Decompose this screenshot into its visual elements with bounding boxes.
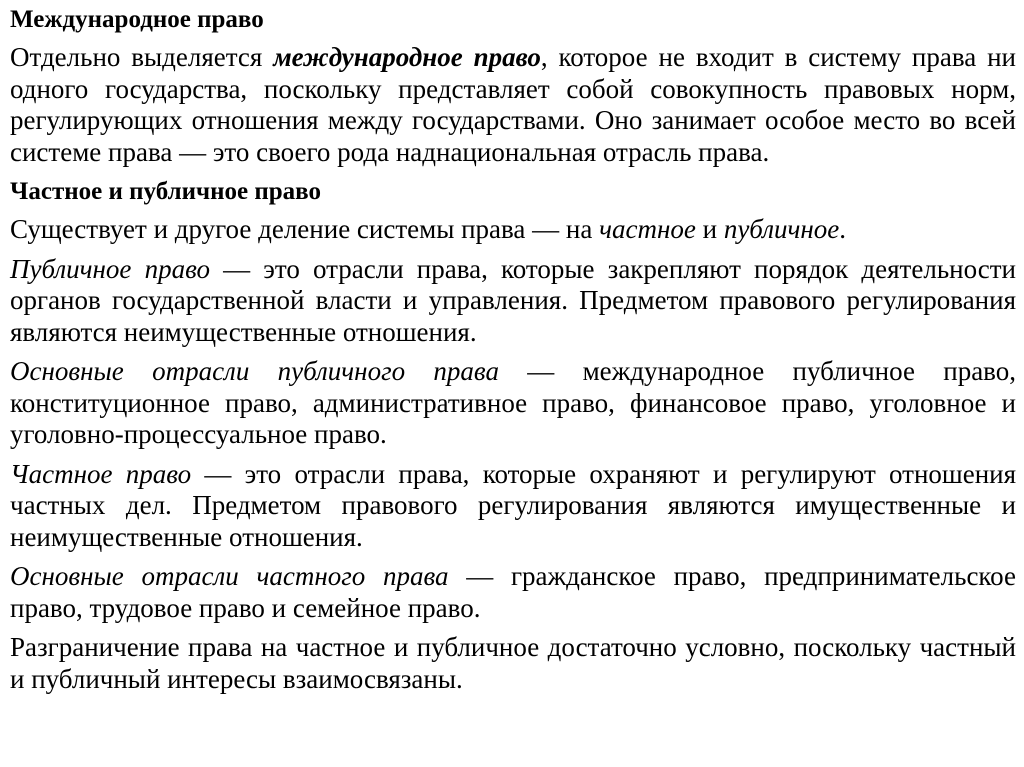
heading-international-law: Международное право [10, 6, 264, 33]
text-fragment: , которое не входит в систему права ни одного государства, поскольку представляет собой совокупность правовых норм, регулирующих отношения между государствами. Оно занимает особое место во всей системе права — это своего рода наднациональная отрасль права. [10, 42, 1017, 167]
emphasis-term: Публичное право [10, 253, 210, 284]
text-fragment: . [839, 214, 846, 244]
text-fragment: и [695, 214, 724, 244]
emphasis-term: публичное [723, 214, 840, 244]
document-page [10, 0, 1016, 695]
emphasis-term: международное право [273, 42, 541, 72]
paragraph-public-law-branches [10, 356, 1016, 451]
text-fragment: — гражданское право, предпринимательское право, трудовое право и семейное право. [10, 561, 1016, 623]
paragraph-private-law-branches [10, 561, 1016, 624]
text-fragment: — это отрасли права, которые охраняют и регулируют отношения частных дел. Предметом правового регулирования являются имущественные и неимущественные отношения. [10, 458, 1017, 552]
paragraph-division [10, 214, 1016, 246]
text-fragment: Разграничение права на частное и публичное достаточно условно, поскольку частный и публичный интересы взаимосвязаны. [10, 632, 1016, 694]
paragraph-public-law [10, 254, 1016, 349]
paragraph-international-law [10, 42, 1016, 168]
text-fragment: — международное публичное право, конституционное право, административное право, финансовое право, уголовное и уголовно-процессуальное право. [10, 356, 1016, 449]
text-fragment: — это отрасли права, которые закрепляют порядок деятельности органов государственной власти и управления. Предметом правового регулирования являются неимущественные отношения. [10, 253, 1016, 347]
paragraph-distinction [10, 632, 1016, 695]
paragraph-private-law [10, 459, 1016, 554]
emphasis-term: частное [599, 214, 696, 244]
emphasis-term: Частное право [10, 458, 192, 489]
text-fragment: Существует и другое деление системы права — на [10, 214, 600, 244]
emphasis-term: Основные отрасли публичного права [10, 356, 499, 386]
heading-private-public-law: Частное и публичное право [10, 178, 321, 205]
emphasis-term: Основные отрасли частного права [10, 561, 449, 591]
text-fragment: Отдельно выделяется [10, 42, 274, 72]
